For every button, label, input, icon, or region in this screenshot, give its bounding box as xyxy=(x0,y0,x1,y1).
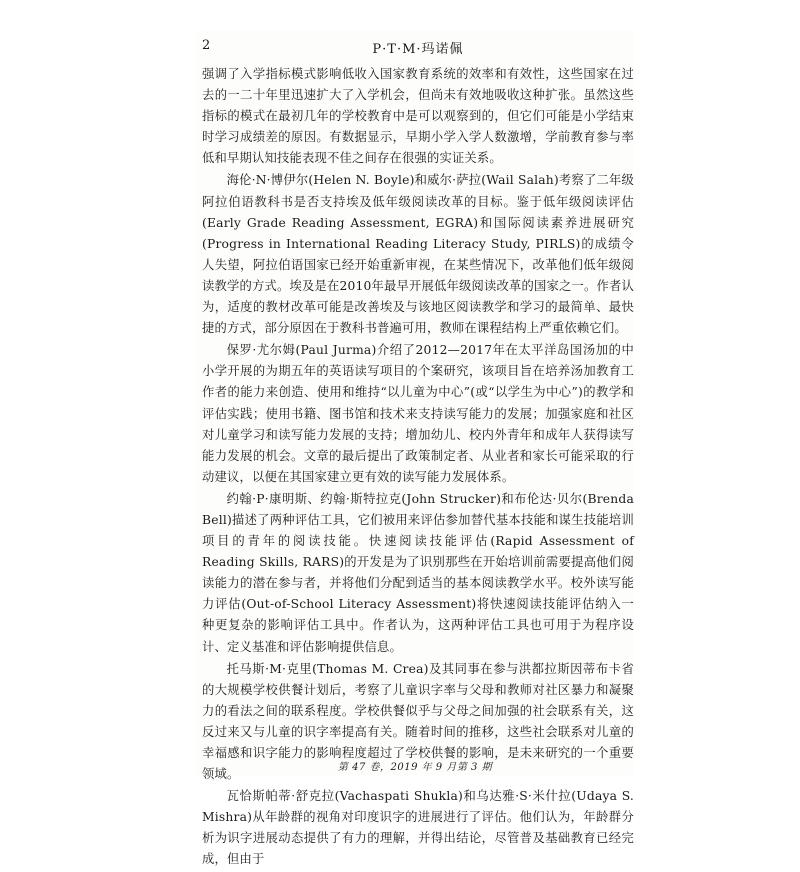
paragraph-5: 托马斯·M·克里(Thomas M. Crea)及其同事在参与洪都拉斯因蒂布卡省的大规模学校供餐计划后，考察了儿童识字率与父母和教师对社区暴力和凝聚力的看法之间的联系程度。学校供餐似乎与父母之间加强的社会联系有关，这反过来又与儿童的识字率提高有关。随着时间的推移，这些社会联系对儿童的幸福感和识字能力的影响程度超过了学校供餐的影响，是未来研究的一个重要领域。 xyxy=(202,661,634,782)
page-header xyxy=(202,38,634,56)
paragraph-1: 强调了入学指标模式影响低收入国家教育系统的效率和有效性，这些国家在过去的一二十年里迅速扩大了入学机会，但尚未有效地吸收这种扩张。虽然这些指标的模式在最初几年的学校教育中是可以观察到的，但它们可能是小学结束时学习成绩差的原因。有数据显示，早期小学入学人数激增，学前教育参与率低和早期认知技能表现不佳之间存在很强的实证关系。 xyxy=(202,67,634,166)
journal-page xyxy=(196,30,634,867)
paragraph-4: 约翰·P·康明斯、约翰·斯特拉克(John Strucker)和布伦达·贝尔(Brenda Bell)描述了两种评估工具，它们被用来评估参加替代基本技能和谋生技能培训项目的青年的阅读技能。快速阅读技能评估(Rapid Assessment of Reading Skills, RARS)的开发是为了识别那些在开始培训前需要提高他们阅读能力的潜在参与者，并将他们分配到适当的基本阅读教学水平。校外读写能力评估(Out-of-School Literacy Assessment)将快速阅读技能评估纳入一种更复杂的影响评估工具中。作者认为，这两种评估工具也可用于为程序设计、定义基准和评估影响提供信息。 xyxy=(202,491,634,654)
page-number: 2 xyxy=(202,38,211,53)
paragraph-6: 瓦恰斯帕蒂·舒克拉(Vachaspati Shukla)和乌达雅·S·米什拉(Udaya S. Mishra)从年龄群的视角对印度识字的进展进行了评估。他们认为，年龄群分析为识字进展动态提供了有力的理解，并得出结论，尽管普及基础教育已经完成，但由于 xyxy=(202,789,634,867)
paragraph-3: 保罗·尤尔姆(Paul Jurma)介绍了2012—2017年在太平洋岛国汤加的中小学开展的为期五年的英语读写项目的个案研究，该项目旨在培养汤加教育工作者的能力来创造、使用和维持“以儿童为中心”(或“以学生为中心”)的教学和评估实践；使用书籍、图书馆和技术来支持读写能力的发展；加强家庭和社区对儿童学习和读写能力发展的支持；增加幼儿、校内外青年和成年人获得读写能力发展的机会。文章的最后提出了政策制定者、从业者和家长可能采取的行动建议，以便在其国家建立更有效的读写能力发展体系。 xyxy=(202,343,634,484)
body-text xyxy=(202,64,634,872)
running-head: P·T·M·玛诺佩 xyxy=(372,42,464,57)
issue-footer: 第 47 卷，2019 年 9 月第 3 期 xyxy=(337,762,493,773)
paragraph-2: 海伦·N·博伊尔(Helen N. Boyle)和威尔·萨拉(Wail Salah)考察了二年级阿拉伯语教科书是否支持埃及低年级阅读改革的目标。鉴于低年级阅读评估(Early Grade Reading Assessment, EGRA)和国际阅读素养进展研究(Progress in International Reading Literacy Study, PIRLS)的成绩令人失望，阿拉伯语国家已经开始重新审视，在某些情况下，改革他们低年级阅读教学的方式。埃及是在2010年最早开展低年级阅读改革的国家之一。作者认为，适度的教材改革可能是改善埃及与该地区阅读教学和学习的最简单、最快捷的方式，部分原因在于教科书普遍可用，教师在课程结构上严重依赖它们。 xyxy=(202,173,634,336)
